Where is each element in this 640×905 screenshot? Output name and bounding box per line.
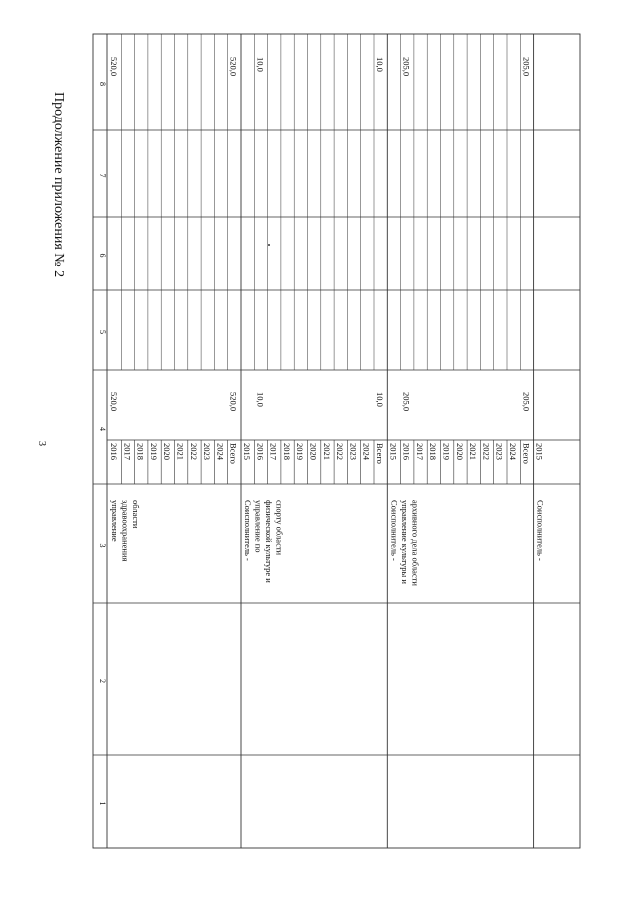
year-label: 2021 (175, 443, 186, 460)
year-label: 2019 (295, 443, 306, 460)
year-label: 2016 (401, 443, 412, 460)
year-label: 2023 (494, 443, 505, 460)
value-col8: 205,0 (401, 57, 412, 77)
year-label: 2018 (281, 443, 292, 460)
column-number: 2 (98, 679, 107, 683)
executor-name: здравоохранения (120, 500, 131, 562)
executor-name: архивного дела области (410, 500, 421, 586)
year-label: 2018 (428, 443, 439, 460)
year-label: 2022 (481, 443, 492, 460)
year-label: 2016 (255, 443, 266, 460)
executor-name: управление (110, 500, 120, 542)
value-col4: 520,0 (109, 392, 119, 412)
year-label: 2023 (202, 443, 213, 460)
value-col4: 205,0 (521, 392, 532, 412)
column-number: 8 (98, 82, 107, 86)
column-number: 6 (98, 253, 107, 258)
executor-name: области (131, 500, 141, 529)
year-label: 2024 (361, 443, 372, 460)
year-label: 2021 (321, 443, 332, 460)
executor-name: Соисполнитель - (243, 500, 253, 561)
year-label: 2019 (441, 443, 452, 460)
column-number: 4 (98, 427, 107, 431)
column-number: 1 (98, 801, 107, 806)
value-col8: 205,0 (521, 57, 532, 77)
year-label: 2019 (148, 443, 159, 460)
year-label: 2020 (308, 443, 319, 460)
executor-name: спорту области (274, 500, 285, 556)
value-col8: 10,0 (255, 57, 266, 72)
value-col4: 205,0 (401, 392, 412, 412)
executor-name: Соисполнитель - (535, 500, 546, 561)
year-label: 2024 (508, 443, 518, 460)
year-label: 2015 (242, 443, 252, 460)
page-title: Продолжение приложения № 2 (51, 92, 66, 278)
year-label: 2017 (268, 443, 279, 460)
executor-name: управление культуры и (399, 500, 410, 584)
year-label: Всего (228, 443, 239, 464)
year-label: 2022 (335, 443, 346, 460)
year-label: 2020 (454, 443, 465, 460)
year-label: 2020 (162, 443, 173, 460)
year-label: 2022 (188, 443, 199, 460)
value-col8: 520,0 (228, 57, 239, 77)
column-number: 3 (98, 543, 107, 548)
year-label: 2021 (468, 443, 479, 460)
year-label: 2016 (109, 443, 119, 460)
year-label: 2024 (215, 443, 226, 460)
executor-name: физической культуре и (264, 500, 274, 583)
year-label: 2015 (534, 443, 545, 460)
value-col4: 10,0 (255, 392, 266, 407)
value-col4: 10,0 (375, 392, 385, 407)
year-label: 2023 (348, 443, 359, 460)
year-label: 2015 (388, 443, 399, 460)
year-label: 2017 (122, 443, 133, 460)
value-col4: 520,0 (228, 392, 239, 412)
value-col8: 520,0 (109, 57, 119, 77)
year-label: 2017 (414, 443, 425, 460)
year-label: 2018 (135, 443, 146, 460)
executor-name: управление по (253, 500, 264, 553)
page-number: 3 (36, 441, 47, 446)
value-col8: 10,0 (375, 57, 385, 72)
year-label: Всего (521, 443, 532, 464)
column-number: 5 (98, 330, 107, 334)
executor-name: Соисполнитель - (389, 500, 400, 561)
year-label: Всего (375, 443, 385, 464)
column-number: 7 (98, 173, 107, 178)
